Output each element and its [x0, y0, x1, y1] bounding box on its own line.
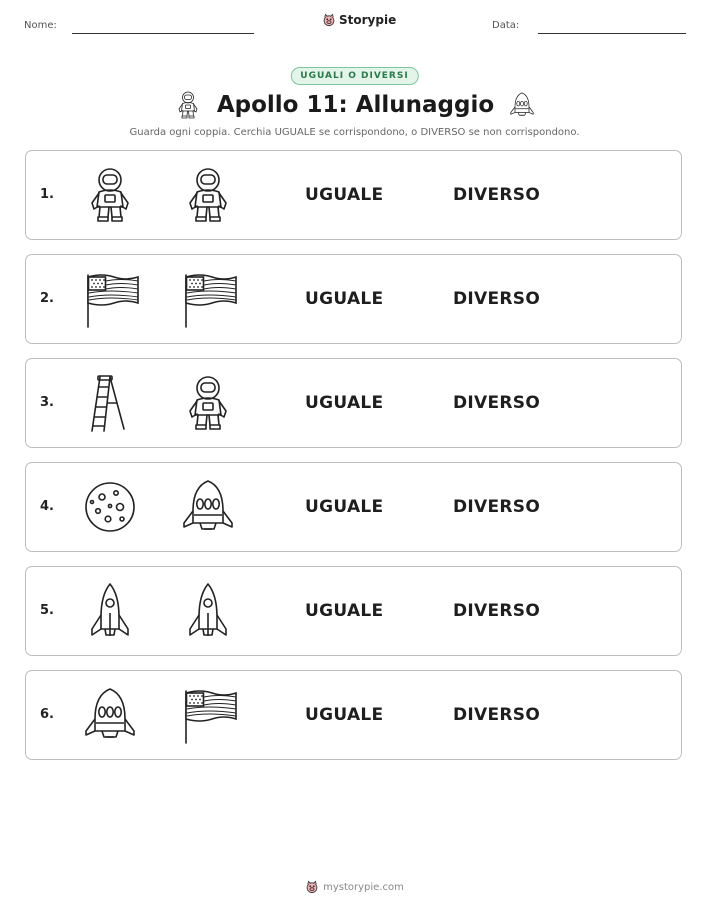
- option-same[interactable]: UGUALE: [305, 705, 384, 725]
- slim-rocket-icon: [80, 581, 140, 641]
- option-different[interactable]: DIVERSO: [453, 705, 541, 725]
- moon-icon: [80, 477, 140, 537]
- astronaut-icon: [80, 165, 140, 225]
- name-label: Nome:: [24, 20, 57, 31]
- rocket-icon: [80, 685, 140, 745]
- option-different[interactable]: DIVERSO: [453, 393, 541, 413]
- footer: [0, 880, 709, 894]
- date-line[interactable]: [538, 33, 686, 34]
- question-number: 6.: [40, 707, 54, 722]
- pig-logo-icon: [305, 880, 319, 894]
- option-different[interactable]: DIVERSO: [453, 601, 541, 621]
- astronaut-icon: [178, 373, 238, 433]
- astronaut-icon: [173, 88, 203, 122]
- option-same[interactable]: UGUALE: [305, 601, 384, 621]
- date-label: Data:: [492, 20, 520, 31]
- option-different[interactable]: DIVERSO: [453, 185, 541, 205]
- flag-icon: [80, 269, 140, 329]
- question-number: 4.: [40, 499, 54, 514]
- question-number: 5.: [40, 603, 54, 618]
- option-different[interactable]: DIVERSO: [453, 497, 541, 517]
- page-title: Apollo 11: Allunaggio: [216, 92, 495, 118]
- brand-name: Storypie: [339, 13, 397, 27]
- question-row: [25, 150, 682, 240]
- question-row: [25, 462, 682, 552]
- option-same[interactable]: UGUALE: [305, 185, 384, 205]
- question-row: [25, 358, 682, 448]
- title-row: [0, 88, 709, 122]
- activity-badge: UGUALI O DIVERSI: [290, 67, 418, 85]
- ladder-icon: [80, 373, 140, 433]
- option-different[interactable]: DIVERSO: [453, 289, 541, 309]
- footer-url: mystorypie.com: [323, 881, 404, 893]
- question-row: [25, 670, 682, 760]
- question-row: [25, 566, 682, 656]
- question-number: 3.: [40, 395, 54, 410]
- option-same[interactable]: UGUALE: [305, 393, 384, 413]
- rocket-icon: [508, 89, 536, 121]
- question-row: [25, 254, 682, 344]
- slim-rocket-icon: [178, 581, 238, 641]
- pig-logo-icon: [322, 13, 336, 27]
- astronaut-icon: [178, 165, 238, 225]
- name-line[interactable]: [72, 33, 254, 34]
- option-same[interactable]: UGUALE: [305, 497, 384, 517]
- flag-icon: [178, 269, 238, 329]
- question-number: 2.: [40, 291, 54, 306]
- option-same[interactable]: UGUALE: [305, 289, 384, 309]
- flag-icon: [178, 685, 238, 745]
- rocket-icon: [178, 477, 238, 537]
- instructions: Guarda ogni coppia. Cerchia UGUALE se corrispondono, o DIVERSO se non corrispondono.: [129, 127, 580, 138]
- brand-logo: [322, 13, 396, 27]
- question-number: 1.: [40, 187, 54, 202]
